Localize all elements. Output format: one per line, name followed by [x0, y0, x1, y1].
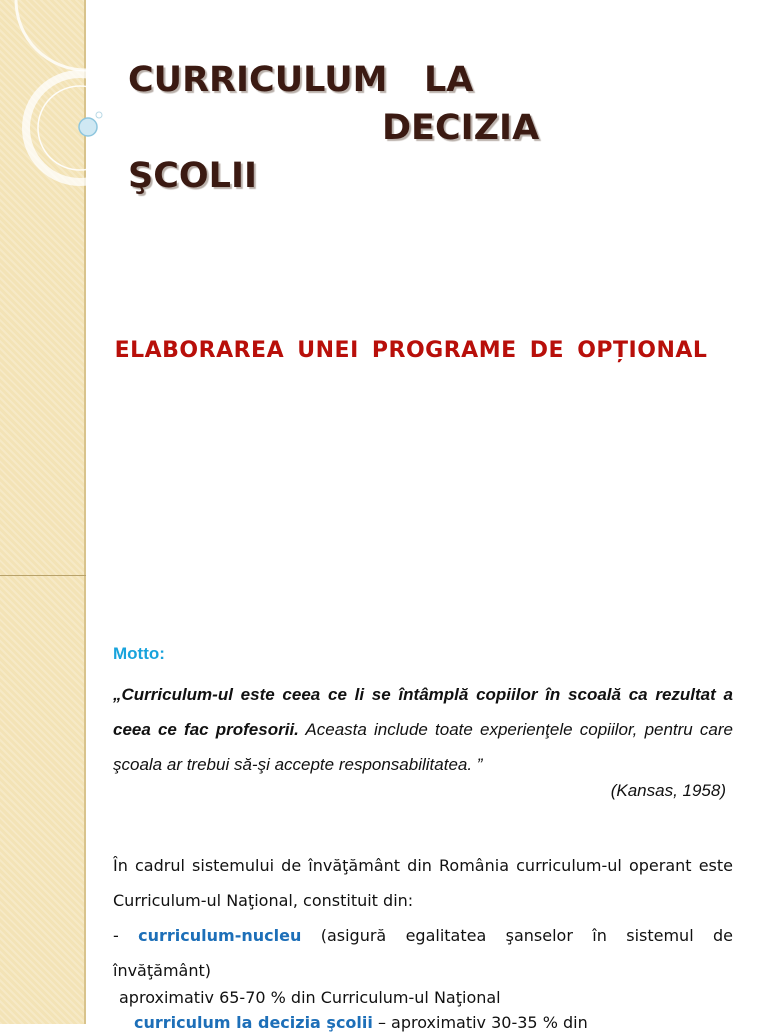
title-line-3: ŞCOLII	[128, 156, 257, 196]
term-curriculum-nucleu: curriculum-nucleu	[138, 926, 302, 945]
approx-line: aproximativ 65-70 % din Curriculum-ul Naţional	[119, 988, 501, 1007]
quote-rest: Aceasta include toate experienţele copiilor, pentru care şcoala ar trebui să-şi accepte responsabilitatea. ”	[113, 720, 733, 774]
slide-title	[128, 56, 648, 200]
motto-label: Motto:	[113, 644, 165, 663]
deco-bubble-small	[96, 112, 102, 118]
next-bullet-line	[134, 1013, 588, 1032]
paragraph-text: În cadrul sistemului de învăţământ din România curriculum-ul operant este Curriculum-ul Naţional, constituit din:	[113, 856, 733, 910]
body-paragraph	[113, 848, 733, 988]
term-curriculum-decizia: curriculum la decizia şcolii	[134, 1013, 373, 1032]
strip-edge-2	[84, 576, 86, 1024]
title-line-1: CURRICULUM LA	[128, 60, 474, 100]
deco-bubble	[79, 118, 97, 136]
side-decoration-strip-2	[0, 576, 84, 1024]
next-bullet-desc: – aproximativ 30-35 % din	[372, 1013, 588, 1032]
motto-quote	[113, 677, 733, 782]
bullet-dash: -	[113, 926, 139, 945]
quote-bold: „Curriculum-ul este ceea ce li se întâmplă copiilor în scoală ca rezultat a ceea ce fac profesorii.	[113, 685, 733, 739]
bullet-description: (asigură egalitatea şanselor în sistemul de învăţământ)	[113, 926, 734, 980]
title-line-2: DECIZIA	[382, 108, 540, 148]
slide-subtitle: ELABORAREA UNEI PROGRAME DE OPȚIONAL	[114, 338, 708, 363]
quote-source: (Kansas, 1958)	[610, 781, 726, 800]
